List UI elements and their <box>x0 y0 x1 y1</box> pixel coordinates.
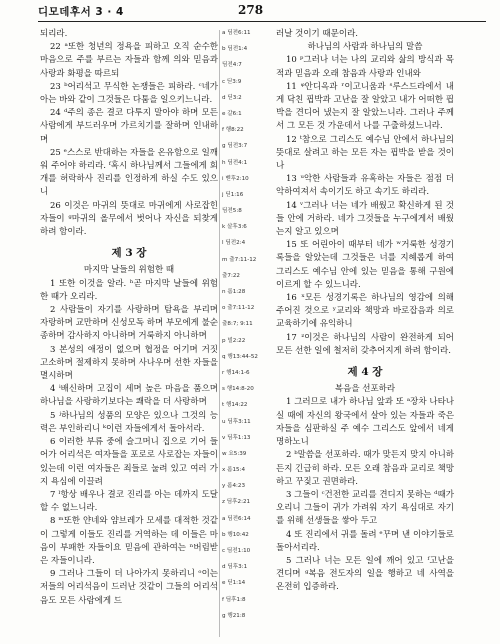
verse-paragraph: 8 ᵐ또한 얀네와 얌브레가 모세를 대적한 것같이 그렇게 이들도 진리를 거역하는 데 이들은 마음이 부패한 자들이요 믿음에 관하여는 ⁿ버림받은 자들이니라. <box>40 516 218 566</box>
cross-reference: e 딛1:14 <box>222 580 246 587</box>
cross-reference: c 딤전1:10 <box>222 548 251 554</box>
verse-paragraph: 26 이것은 마귀의 뜻대로 마귀에게 사로잡힌 자들이 ᵍ마귀의 올무에서 벗어나 자신을 되찾게 하려 함이라. <box>40 200 218 238</box>
cross-reference: t 행14:22 <box>222 402 248 409</box>
left-text-column <box>40 28 218 608</box>
cross-reference: s 행14:8-20 <box>222 386 254 393</box>
cross-reference: u 딤후3:11 <box>222 418 251 425</box>
page-number: 278 <box>238 3 264 17</box>
verse-paragraph: 24 ᵈ주의 종은 결코 다투지 말아야 하며 모든 사람에게 부드러우며 가르치기를 잘하며 인내하며 <box>40 108 218 145</box>
cross-reference: p 빌2:22 <box>222 337 246 344</box>
verse-paragraph: 14 ᵛ그러나 너는 네가 배웠고 확신하게 된 것들 안에 거하라. 네가 그것들을 누구에게서 배웠는지 알고 있으며 <box>276 200 454 238</box>
verse-paragraph: 9 그러나 그들이 더 나아가지 못하리니 ᵒ이는 저들의 어리석음이 드러난 것같이 그들의 어리석음도 모든 사람에게 드 <box>40 569 218 606</box>
cross-reference: w 요5:39 <box>222 450 247 457</box>
verse-paragraph: 17 ᶻ이것은 하나님의 사람이 완전하게 되어 모든 선한 일에 철저히 갖추어지게 하려 함이라. <box>276 332 454 356</box>
verse-paragraph: 4 또 진리에서 귀를 돌려 ᵉ꾸며 낸 이야기들로 돌아서리라. <box>276 529 454 553</box>
cross-reference: a 딤전6:11 <box>222 30 251 36</box>
cross-reference: l 딤전2:4 <box>222 240 246 247</box>
chapter-heading: 제 3 장 <box>111 247 147 260</box>
verse-paragraph: 5 그러나 너는 모든 일에 깨어 있고 ᶠ고난을 견디며 ᵍ복음 전도자의 일을 행하고 네 사역을 온전히 입증하라. <box>276 555 454 593</box>
cross-reference: v 딤후1:13 <box>222 434 251 441</box>
cross-reference: n 롬1:28 <box>222 289 246 295</box>
cross-reference: 출7:22 <box>222 272 240 279</box>
verse-paragraph: 15 또 어린아이 때부터 네가 ʷ거룩한 성경기록들을 알았는데 그것들은 너를 지혜롭게 하여 그리스도 예수님 안에 있는 믿음을 통해 구원에 이르게 할 수 있느니라. <box>276 240 454 290</box>
verse-paragraph: 4 ⁱ배신하며 고집이 세며 높은 마음을 품으며 하나님을 사랑하기보다는 쾌락을 더 사랑하며 <box>40 384 218 408</box>
verse-paragraph: 3 본성의 애정이 없으며 협정을 어기며 거짓 고소하며 절제하지 못하며 사나우며 선한 자들을 멸시하며 <box>40 344 218 382</box>
cross-reference: f 행8:22 <box>222 127 244 134</box>
cross-reference: y 롬4:23 <box>222 483 246 490</box>
right-text-column <box>276 28 454 595</box>
cross-reference: d 딤후3:1 <box>222 564 248 571</box>
verse-paragraph: 1 그러므로 내가 하나님 앞과 또 ᵃ장차 나타나실 때에 자신의 왕국에서 살아 있는 자들과 죽은 자들을 심판하실 주 예수 그리스도 앞에서 네게 명하노니 <box>276 397 454 448</box>
cross-reference: d 딛3:2 <box>222 94 242 101</box>
cross-reference: a 딤전6:14 <box>222 515 251 522</box>
cross-reference: k 살후3:6 <box>222 224 247 231</box>
cross-reference: e 갈6:1 <box>222 110 242 117</box>
cross-reference-margin <box>222 30 272 629</box>
section-heading: 마지막 날들의 위험한 때 <box>83 265 175 276</box>
verse-paragraph: 6 이러한 부류 중에 슬그머니 집으로 기어 들어가 어리석은 여자들을 포로로 사로잡는 자들이 있는데 이런 여자들은 죄들로 눌려 있고 여러 가지 욕심에 이끌려 <box>40 437 218 487</box>
verse-paragraph: 5 ʲ하나님의 성품의 모양은 있으나 그것의 능력은 부인하리니 ᵏ이런 자들에게서 돌아서라. <box>40 410 218 434</box>
verse-paragraph: 25 ᵉ스스로 반대하는 자들을 온유함으로 일깨워 주어야 하리라. ᶠ혹시 하나님께서 그들에게 회개를 허락하사 진리를 인정하게 하실 수도 있으니 <box>40 147 218 198</box>
verse-paragraph: 되리라. <box>40 29 68 39</box>
cross-reference: b 행10:42 <box>222 531 249 538</box>
verse-paragraph: 16 ˣ모든 성경기록은 하나님의 영감에 의해 주어진 것으로 ʸ교리와 책망과 바로잡음과 의로 교육하기에 유익하니 <box>276 293 454 330</box>
cross-reference: g 딤전3:7 <box>222 143 248 150</box>
verse-paragraph: 22 ᵃ또한 청년의 정욕을 피하고 오직 순수한 마음으로 주를 부르는 자들과 함께 의와 믿음과 사랑과 화평을 따르되 <box>40 42 218 79</box>
cross-reference: i 벧후2:10 <box>222 175 249 182</box>
cross-reference: 출8:7; 9:11 <box>222 321 253 328</box>
verse-paragraph: 2 ᵇ말씀을 선포하라. 때가 맞든지 맞지 아니하든지 긴급히 하라. 모든 오래 참음과 교리로 책망하고 꾸짖고 권면하라. <box>276 450 454 487</box>
chapter-heading: 제 4 장 <box>347 366 383 379</box>
verse-paragraph: 11 ᵠ안디옥과 ʳ이고니움과 ˢ루스드라에서 내게 닥친 핍박과 고난을 잘 알았고 내가 어떠한 핍박을 견디어 냈는지 잘 알았느니라. 그러나 주께서 그 모든 것 가운데서 나를 구출하셨느니라. <box>276 81 454 132</box>
verse-paragraph: 7 ˡ항상 배우나 결코 진리를 아는 데까지 도달할 수 없느니라. <box>40 489 218 514</box>
cross-reference: b 딤전1:4 <box>222 46 248 53</box>
section-heading: 하나님의 사람과 하나님의 말씀 <box>307 42 423 53</box>
cross-reference: x 롬15:4 <box>222 467 246 474</box>
cross-reference: h 딤전4:1 <box>222 159 248 166</box>
header-rule <box>38 21 486 22</box>
cross-reference: q 행13:44-52 <box>222 353 258 360</box>
running-title: 디모데후서 3 · 4 <box>38 6 124 18</box>
verse-paragraph: 10 ᵖ그러나 너는 나의 교리와 삶의 방식과 목적과 믿음과 오래 참음과 사랑과 인내와 <box>276 55 454 79</box>
margin-divider <box>219 30 220 637</box>
cross-reference: o 출7:11-12 <box>222 305 255 312</box>
cross-reference: r 행14:1-6 <box>222 369 250 376</box>
verse-paragraph: 2 사람들이 자기를 사랑하며 탐욕을 부리며 자랑하며 교만하며 신성모독 하며 부모에게 불순종하며 감사하지 아니하며 거룩하지 아니하며 <box>40 305 218 342</box>
verse-paragraph: 13 ᵘ악한 사람들과 유혹하는 자들은 점점 더 악하여져서 속이기도 하고 속기도 하리라. <box>276 174 454 198</box>
cross-reference: f 딤후1:8 <box>222 596 246 603</box>
verse-paragraph: 12 ᵗ참으로 그리스도 예수님 안에서 하나님의 뜻대로 살려고 하는 모든 자는 핍박을 받을 것이나 <box>276 134 454 172</box>
cross-reference: 딤전5:8 <box>222 208 242 215</box>
section-heading: 복음을 선포하라 <box>334 384 396 395</box>
cross-reference: m 출7:11-12 <box>222 256 257 263</box>
cross-reference: c 딛3:9 <box>222 78 242 85</box>
cross-reference: g 행21:8 <box>222 612 246 619</box>
cross-reference: 딤전4:7 <box>222 62 242 69</box>
verse-paragraph: 1 또한 이것을 알라. ʰ곧 마지막 날들에 위험한 때가 오리라. <box>40 278 218 302</box>
cross-reference: j 딛1:16 <box>222 191 244 198</box>
verse-paragraph: 3 그들이 ᶜ건전한 교리를 견디지 못하는 ᵈ때가 오리니 그들이 귀가 가려워 자기 욕심대로 자기를 위해 선생들을 쌓아 두고 <box>276 489 454 527</box>
verse-paragraph: 23 ᵇ어리석고 무식한 논쟁들은 피하라. ᶜ네가 아는 바와 같이 그것들은 다툼을 일으키느니라. <box>40 81 218 106</box>
verse-paragraph: 러날 것이기 때문이라. <box>276 29 359 39</box>
cross-reference: z 딤후2:21 <box>222 499 251 506</box>
